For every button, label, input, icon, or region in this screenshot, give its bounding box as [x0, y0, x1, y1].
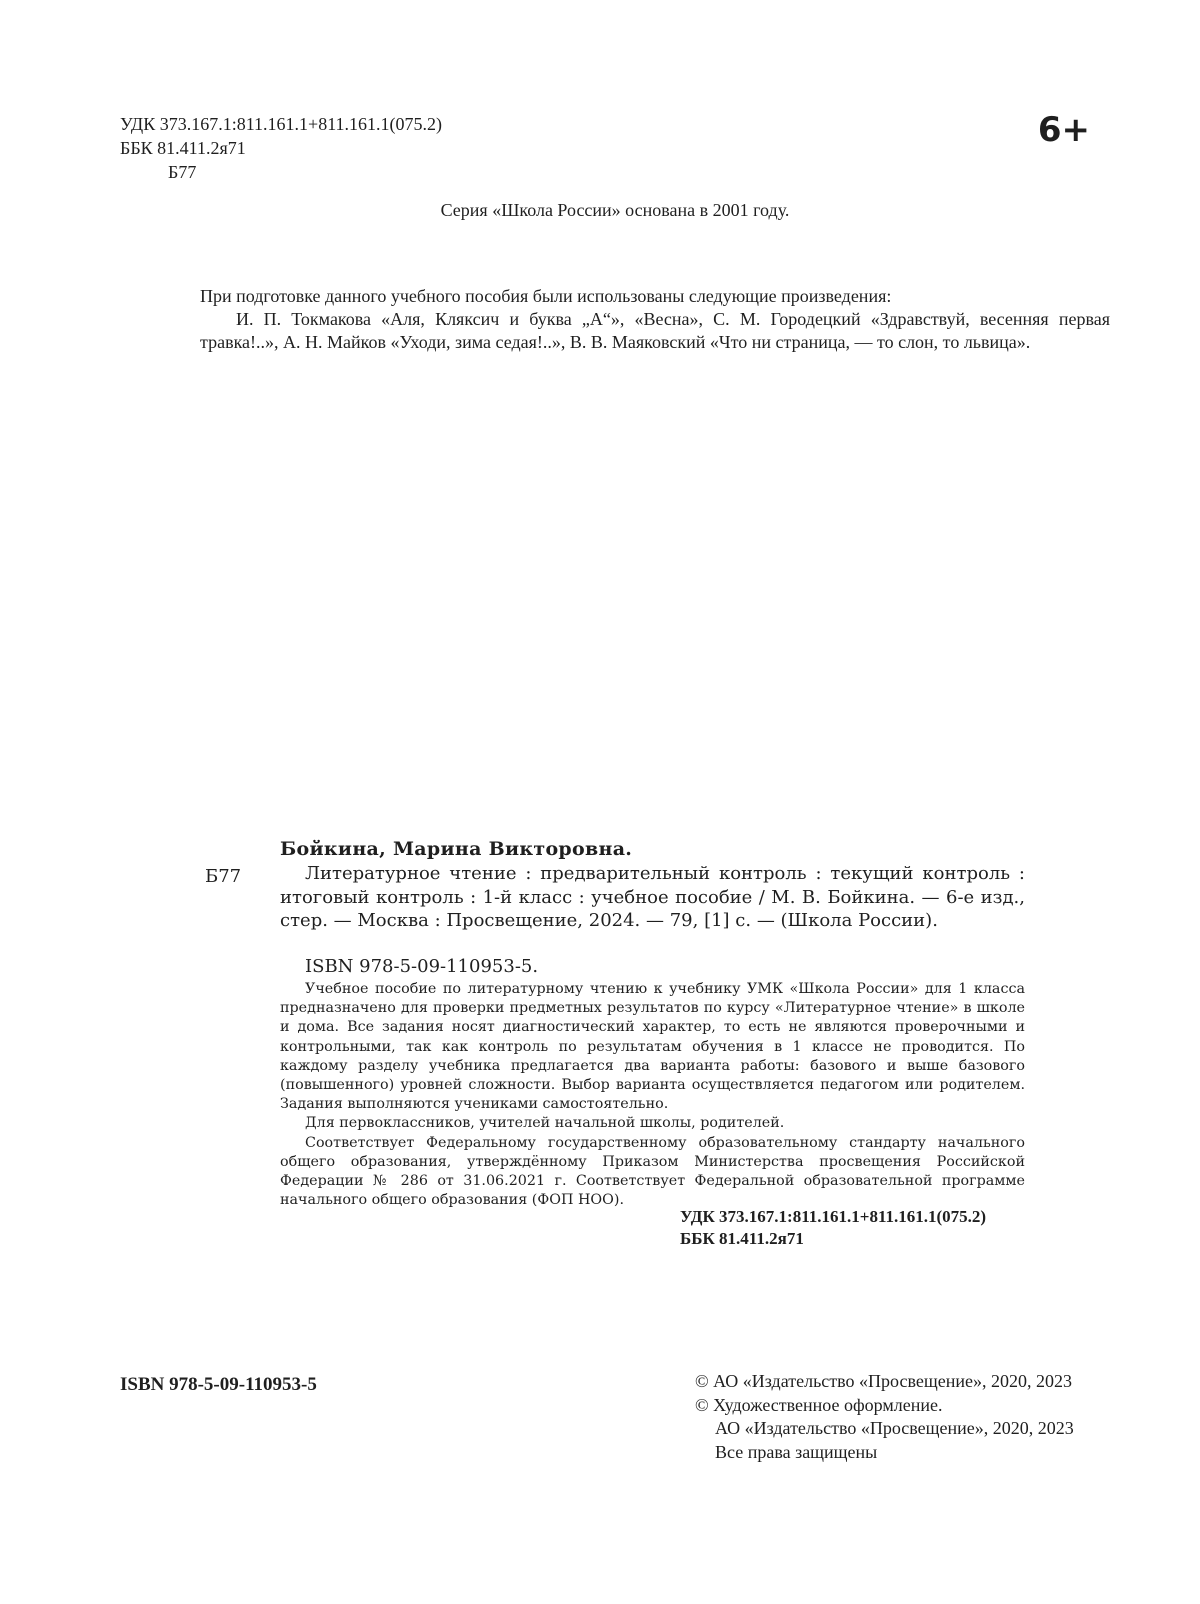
copyright-block [695, 1370, 1074, 1464]
series-note: Серия «Школа России» основана в 2001 году. [440, 200, 790, 220]
isbn-inline: ISBN 978-5-09-110953-5. [305, 956, 539, 977]
top-classification-block [120, 112, 442, 184]
bottom-classification-block [680, 1206, 986, 1250]
bibliographic-description [280, 862, 1025, 933]
isbn-footer: ISBN 978-5-09-110953-5 [120, 1374, 317, 1395]
audience-text: Для первоклассников, учителей начальной школы, родителей. [305, 1115, 785, 1132]
works-used-intro: При подготовке данного учебного пособия были использованы следующие произведения: [200, 286, 892, 306]
age-rating-badge: 6+ [1037, 110, 1090, 150]
standard-text: Соответствует Федеральному государственному образовательному стандарту начального общего образования, утверждённому Приказом Министерства просвещения Российской Федерации № 286 от 31.06.2021 г. Соответствует Федеральной образовательной программе начального общего образования (ФОП НОО). [280, 1134, 1025, 1209]
author-heading: Бойкина, Марина Викторовна. [280, 838, 633, 860]
works-used-list: И. П. Токмакова «Аля, Кляксич и буква „А“», «Весна», С. М. Городецкий «Здравствуй, весенняя первая травка!..», А. Н. Майков «Уходи, зима седая!..», В. В. Маяковский «Что ни страница, — то слон, то львица». [200, 309, 1110, 352]
rights-reserved: Все права защищены [715, 1441, 878, 1462]
bbk-code-bottom: ББК 81.411.2я71 [680, 1229, 804, 1248]
udk-code: УДК 373.167.1:811.161.1+811.161.1(075.2) [120, 114, 443, 134]
annotation-text: Учебное пособие по литературному чтению к учебнику УМК «Школа России» для 1 класса предназначено для проверки предметных результатов по курсу «Литературное чтение» в школе и дома. Все задания носят диагностический характер, то есть не являются проверочными и контрольными, так как контроль по результатам обучения в 1 классе не проводится. По каждому разделу учебника предлагается два варианта работы: базового и выше базового (повышенного) уровней сложности. Выбор варианта осуществляется педагогом или родителем. Задания выполняются учениками самостоятельно. [280, 981, 1025, 1113]
copyright-design: © Художественное оформление. [695, 1394, 943, 1415]
bibliographic-text: Литературное чтение : предварительный контроль : текущий контроль : итоговый контроль : 1-й класс : учебное пособие / М. В. Бойкина. — 6-е изд., стер. — Москва : Просвещение, 2024. — 79, [1] с. — (Школа России). [280, 863, 1025, 931]
bbk-code: ББК 81.411.2я71 [120, 138, 246, 158]
author-mark: Б77 [168, 162, 197, 182]
works-used-block [200, 285, 1110, 354]
author-mark-bottom: Б77 [205, 866, 242, 887]
udk-code-bottom: УДК 373.167.1:811.161.1+811.161.1(075.2) [680, 1207, 987, 1226]
annotation-block [280, 980, 1025, 1210]
copyright-publisher: © АО «Издательство «Просвещение», 2020, 2023 [695, 1371, 1072, 1391]
copyright-design-holder: АО «Издательство «Просвещение», 2020, 2023 [715, 1418, 1074, 1438]
